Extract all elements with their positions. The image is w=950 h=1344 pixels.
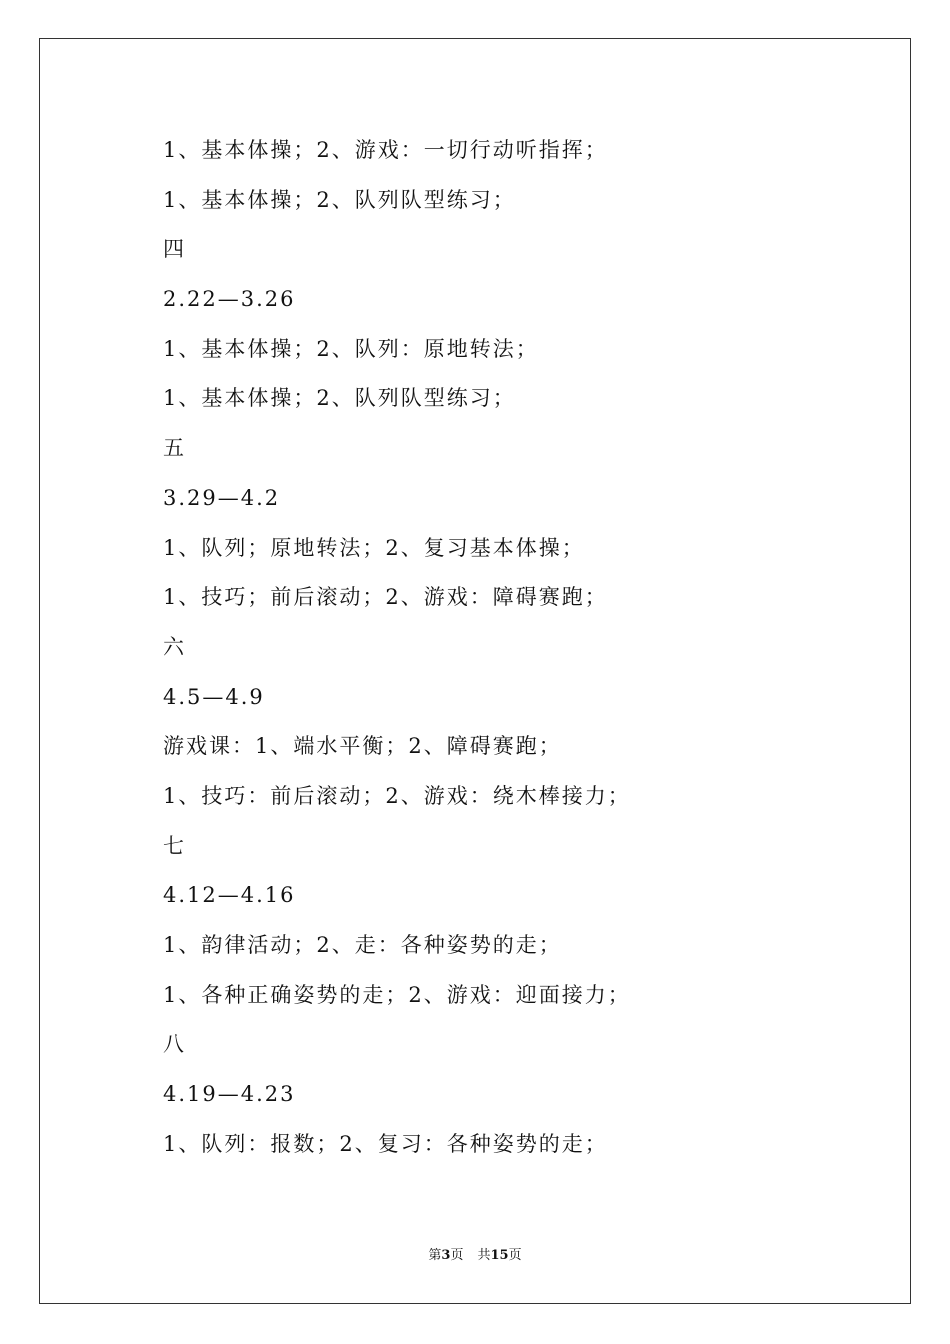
page-prefix: 第 — [428, 1248, 442, 1263]
date-range: 2.22—3.26 — [163, 287, 296, 312]
text-line: 1、队列；原地转法；2、复习基本体操； — [163, 535, 585, 560]
text-line: 1、队列：报数；2、复习：各种姿势的走； — [163, 1131, 608, 1156]
text-line: 1、基本体操；2、游戏：一切行动听指挥； — [163, 138, 608, 162]
date-range: 4.19—4.23 — [163, 1082, 296, 1107]
page-suffix: 页 — [450, 1248, 464, 1263]
week-number: 八 — [163, 1032, 186, 1057]
text-line: 1、各种正确姿势的走；2、游戏：迎面接力； — [163, 982, 631, 1007]
date-range: 3.29—4.2 — [163, 485, 281, 510]
date-range: 4.12—4.16 — [163, 883, 296, 908]
week-number: 六 — [163, 634, 186, 659]
document-body — [163, 128, 863, 1171]
text-line: 1、基本体操；2、队列队型练习； — [163, 386, 516, 411]
week-number: 七 — [163, 833, 186, 858]
text-line: 1、技巧；前后滚动；2、游戏：障碍赛跑； — [163, 585, 608, 610]
text-line: 1、技巧：前后滚动；2、游戏：绕木棒接力； — [163, 783, 631, 808]
text-line: 1、基本体操；2、队列队型练习； — [163, 187, 516, 212]
text-line: 游戏课：1、端水平衡；2、障碍赛跑； — [163, 734, 562, 759]
total-prefix: 共 — [477, 1248, 491, 1263]
week-number: 五 — [163, 436, 186, 461]
text-line: 1、韵律活动；2、走：各种姿势的走； — [163, 933, 562, 957]
total-suffix: 页 — [508, 1248, 522, 1263]
text-line: 1、基本体操；2、队列：原地转法； — [163, 336, 539, 361]
week-number: 四 — [163, 237, 186, 262]
date-range: 4.5—4.9 — [163, 684, 265, 709]
page-number: 3 — [441, 1248, 451, 1263]
total-pages: 15 — [490, 1248, 509, 1263]
page-footer — [0, 1246, 950, 1266]
